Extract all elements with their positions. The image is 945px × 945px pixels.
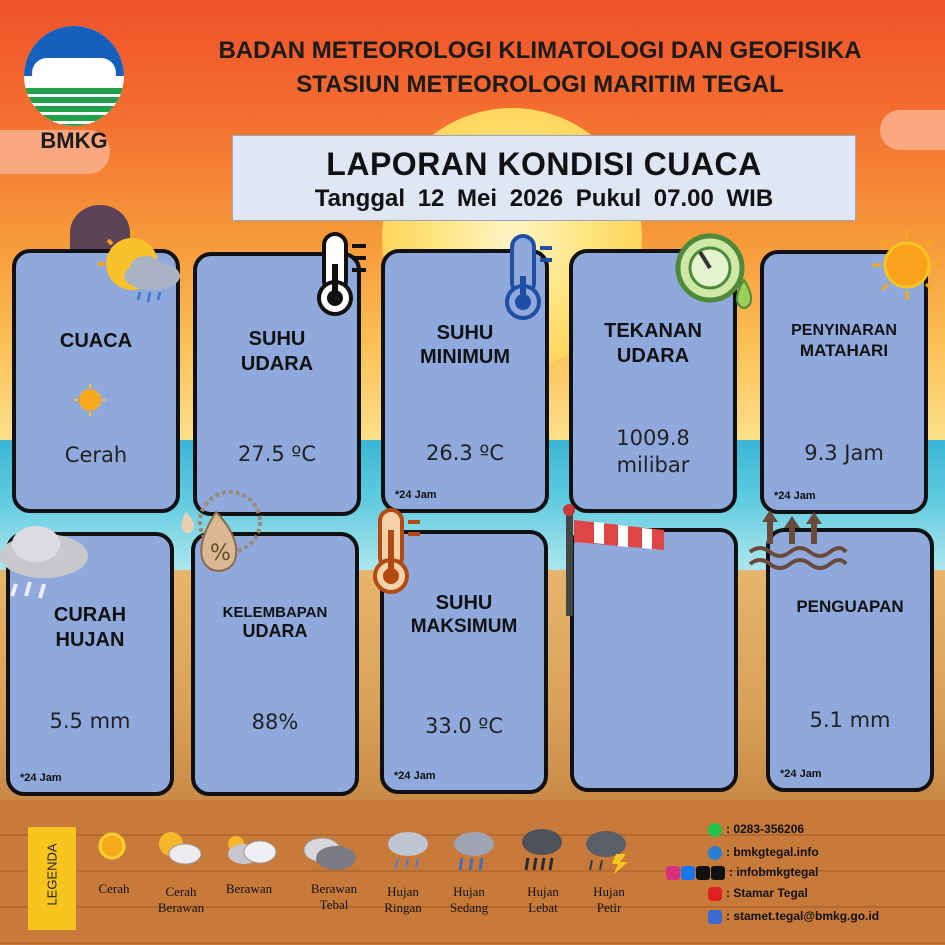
thermometer-cold-icon xyxy=(500,232,560,324)
logo-emblem xyxy=(24,26,124,126)
svg-text:%: % xyxy=(210,541,231,566)
thermometer-hot-icon xyxy=(368,506,428,598)
legend-item-hujan-petir: Hujan Petir xyxy=(593,884,625,915)
contact-website[interactable]: : bmkgtegal.info xyxy=(708,845,819,860)
org-line-1: BADAN METEOROLOGI KLIMATOLOGI DAN GEOFISIKA xyxy=(218,37,862,64)
sunshine-icon xyxy=(870,228,944,302)
berawan-tebal-icon xyxy=(300,832,358,872)
card-note: *24 Jam xyxy=(780,768,822,780)
legend-item-berawan-tebal: Berawan Tebal xyxy=(310,881,358,912)
hujan-petir-icon xyxy=(582,828,634,874)
contact-phone[interactable]: : 0283-356206 xyxy=(708,822,804,837)
card-value: Cerah xyxy=(64,443,128,467)
contact-youtube[interactable]: : Stamar Tegal xyxy=(708,886,808,901)
card-value-1: 1009.8 xyxy=(616,426,690,450)
card-title-1: KELEMBAPAN xyxy=(222,604,328,621)
org-line-2: STASIUN METEOROLOGI MARITIM TEGAL xyxy=(296,71,784,98)
whatsapp-icon xyxy=(708,823,722,837)
card-note: *24 Jam xyxy=(394,770,436,782)
instagram-icon xyxy=(666,866,680,880)
legend-item-cerah-berawan: Cerah Berawan xyxy=(157,884,205,915)
hujan-ringan-icon xyxy=(384,828,432,872)
card-title-2: MAKSIMUM xyxy=(410,616,518,637)
legend-tag-label: LEGENDA xyxy=(44,843,60,906)
barometer-icon xyxy=(672,232,762,318)
card-value: 26.3 ºC xyxy=(426,441,504,465)
card-title: PENGUAPAN xyxy=(796,597,904,616)
tiktok-icon xyxy=(711,866,725,880)
card-title-2: MINIMUM xyxy=(420,346,510,368)
evaporation-icon xyxy=(748,508,848,580)
humidity-icon xyxy=(176,482,266,574)
windsock-icon xyxy=(560,502,672,618)
card-title-1: SUHU xyxy=(248,328,306,350)
legend-item-berawan: Berawan xyxy=(225,881,273,896)
card-title-1: SUHU xyxy=(435,592,493,614)
report-title: LAPORAN KONDISI CUACA xyxy=(326,146,762,182)
card-title-1: SUHU xyxy=(436,322,494,344)
mail-icon xyxy=(708,910,722,924)
card-title-1: TEKANAN xyxy=(604,320,702,342)
legend-item-cerah: Cerah xyxy=(98,881,130,896)
card-value: 5.5 mm xyxy=(49,709,131,733)
cerah-berawan-icon xyxy=(155,828,201,868)
card-value: 33.0 ºC xyxy=(425,714,503,738)
report-datetime: Tanggal 12 Mei 2026 Pukul 07.00 WIB xyxy=(314,185,774,212)
logo-text: BMKG xyxy=(40,128,108,153)
legend-item-hujan-lebat: Hujan Lebat xyxy=(527,884,559,915)
card-title-1: PENYINARAN xyxy=(791,322,897,339)
card-value: 88% xyxy=(251,710,299,734)
berawan-icon xyxy=(222,832,278,870)
bmkg-logo xyxy=(22,26,126,153)
contact-email[interactable]: : stamet.tegal@bmkg.go.id xyxy=(708,909,879,924)
card-value: 5.1 mm xyxy=(809,708,891,732)
youtube-icon xyxy=(708,887,722,901)
card-title-2: UDARA xyxy=(240,353,314,375)
card-title: CUACA xyxy=(59,330,133,352)
legend-tag xyxy=(28,827,76,930)
card-note: *24 Jam xyxy=(395,489,437,501)
cloud-right xyxy=(880,110,945,150)
card-note: *24 Jam xyxy=(774,490,816,502)
cerah-icon xyxy=(94,828,130,864)
card-note: *24 Jam xyxy=(20,772,62,784)
card-title-1: CURAH xyxy=(53,604,127,626)
card-value-2: milibar xyxy=(616,453,690,477)
facebook-icon xyxy=(681,866,695,880)
thermometer-icon xyxy=(312,230,372,320)
card-title-2: UDARA xyxy=(616,345,690,367)
organization-header xyxy=(140,34,940,102)
contact-social[interactable]: : infobmkgtegal xyxy=(666,865,818,880)
sun-cloud-rain-icon xyxy=(94,228,184,308)
card-value: 27.5 ºC xyxy=(238,442,316,466)
x-icon xyxy=(696,866,710,880)
legend-item-hujan-sedang: Hujan Sedang xyxy=(449,884,489,915)
report-banner xyxy=(232,135,856,221)
hujan-lebat-icon xyxy=(518,826,566,872)
rain-cloud-icon xyxy=(0,520,92,604)
card-value: 9.3 Jam xyxy=(804,441,884,465)
hujan-sedang-icon xyxy=(450,828,498,872)
legend-item-hujan-ringan: Hujan Ringan xyxy=(384,884,422,915)
card-title-2: UDARA xyxy=(242,621,308,641)
web-icon xyxy=(708,846,722,860)
card-title-2: MATAHARI xyxy=(799,341,889,360)
card-title-2: HUJAN xyxy=(55,629,125,651)
sun-icon xyxy=(73,383,107,417)
